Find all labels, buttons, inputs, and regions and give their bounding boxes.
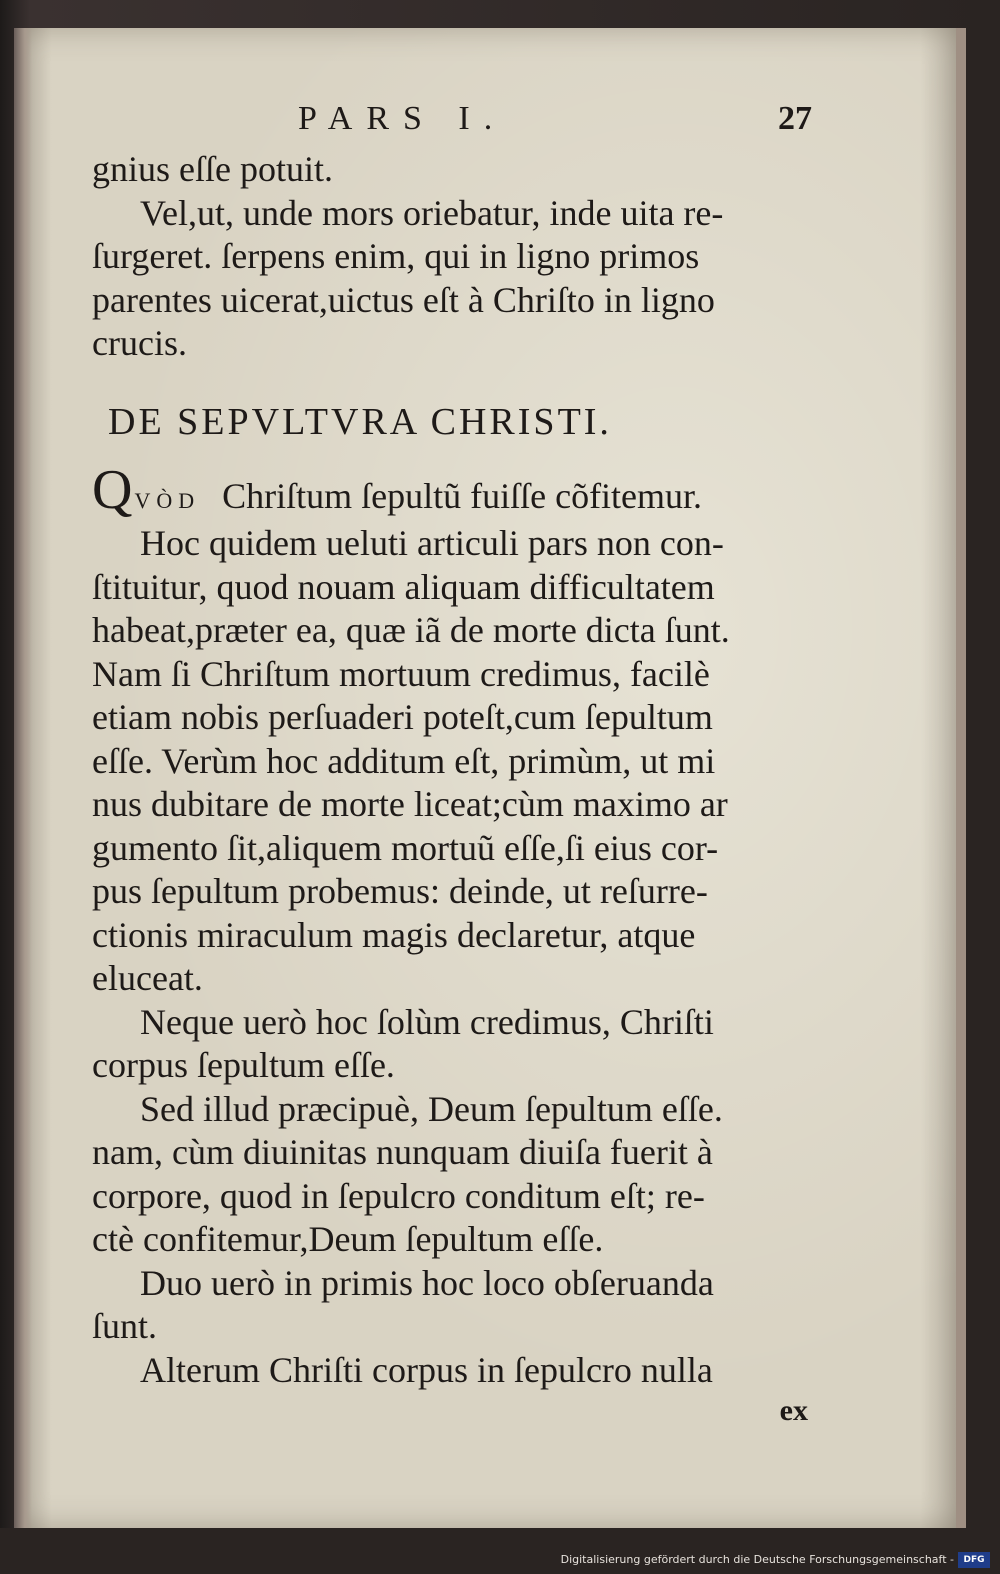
drop-cap-initial: Q [92, 458, 133, 521]
text-line: corpus ſepultum eſſe. [92, 1045, 395, 1085]
footer-credit: Digitalisierung gefördert durch die Deutsche Forschungsgemeinschaft - [560, 1553, 954, 1566]
text-line: Sed illud præcipuè, Deum ſepultum eſſe. [140, 1088, 723, 1129]
text-line: gumento ſit,aliquem mortuũ eſſe,ſi eius cor- [92, 827, 719, 868]
running-head [92, 100, 812, 148]
text-line: habeat,præter ea, quæ iã de morte dicta ſunt. [92, 610, 730, 650]
page-gutter-shadow [14, 28, 32, 1528]
text-line: crucis. [92, 323, 187, 363]
text-line: Duo uerò in primis hoc loco obſeruanda [140, 1262, 714, 1303]
text-line: nus dubitare de morte liceat;cùm maximo ar [92, 784, 728, 824]
initial-line [92, 458, 812, 523]
text-line: etiam nobis perſuaderi poteſt,cum ſepultum [92, 697, 713, 737]
text-line: pus ſepultum probemus: deinde, ut reſurre- [92, 871, 708, 911]
initial-line-text: Chriſtum ſepultũ fuiſſe cõfitemur. [222, 475, 703, 516]
text-line: Nam ſi Chriſtum mortuum credimus, facilè [92, 653, 710, 694]
text-line: Alterum Chriſti corpus in ſepulcro nulla [140, 1349, 713, 1390]
text-line: ctionis miraculum magis declaretur, atque [92, 914, 696, 955]
text-line: ſurgeret. ſerpens enim, qui in ligno primos [92, 236, 700, 276]
paragraph-group-before-heading [92, 148, 812, 366]
text-line: ctè confitemur,Deum ſepultum eſſe. [92, 1219, 604, 1259]
text-line: corpore, quod in ſepulcro conditum eſt; re- [92, 1175, 705, 1216]
section-heading: DE SEPVLTVRA CHRISTI. [108, 400, 612, 443]
text-line: parentes uicerat,uictus eſt à Chriſto in ligno [92, 279, 715, 320]
text-line: Vel,ut, unde mors oriebatur, inde uita re- [140, 192, 724, 233]
text-line: eſſe. Verùm hoc additum eſt, primùm, ut mi [92, 740, 716, 781]
text-line: Hoc quidem ueluti articuli pars non con- [140, 523, 724, 563]
text-line: gnius eſſe potuit. [92, 149, 333, 189]
text-line: ſtituitur, quod nouam aliquam difficultatem [92, 566, 715, 607]
text-line: eluceat. [92, 958, 203, 998]
text-line: ſunt. [92, 1306, 158, 1346]
catchword: ex [779, 1394, 808, 1427]
text-block [92, 100, 812, 1428]
dfg-logo: DFG [958, 1552, 990, 1568]
footer-bar [0, 1528, 1000, 1574]
text-line: Neque uerò hoc ſolùm credimus, Chriſti [140, 1001, 714, 1042]
small-caps-opening: VÒD [134, 487, 201, 513]
page-number: 27 [778, 100, 812, 137]
book-page [14, 28, 958, 1528]
page-edge [956, 28, 966, 1528]
text-line: nam, cùm diuinitas nunquam diuiſa fuerit à [92, 1132, 713, 1172]
running-head-title: PARS I. [298, 100, 507, 137]
paragraph-group-after-heading [92, 522, 812, 1392]
